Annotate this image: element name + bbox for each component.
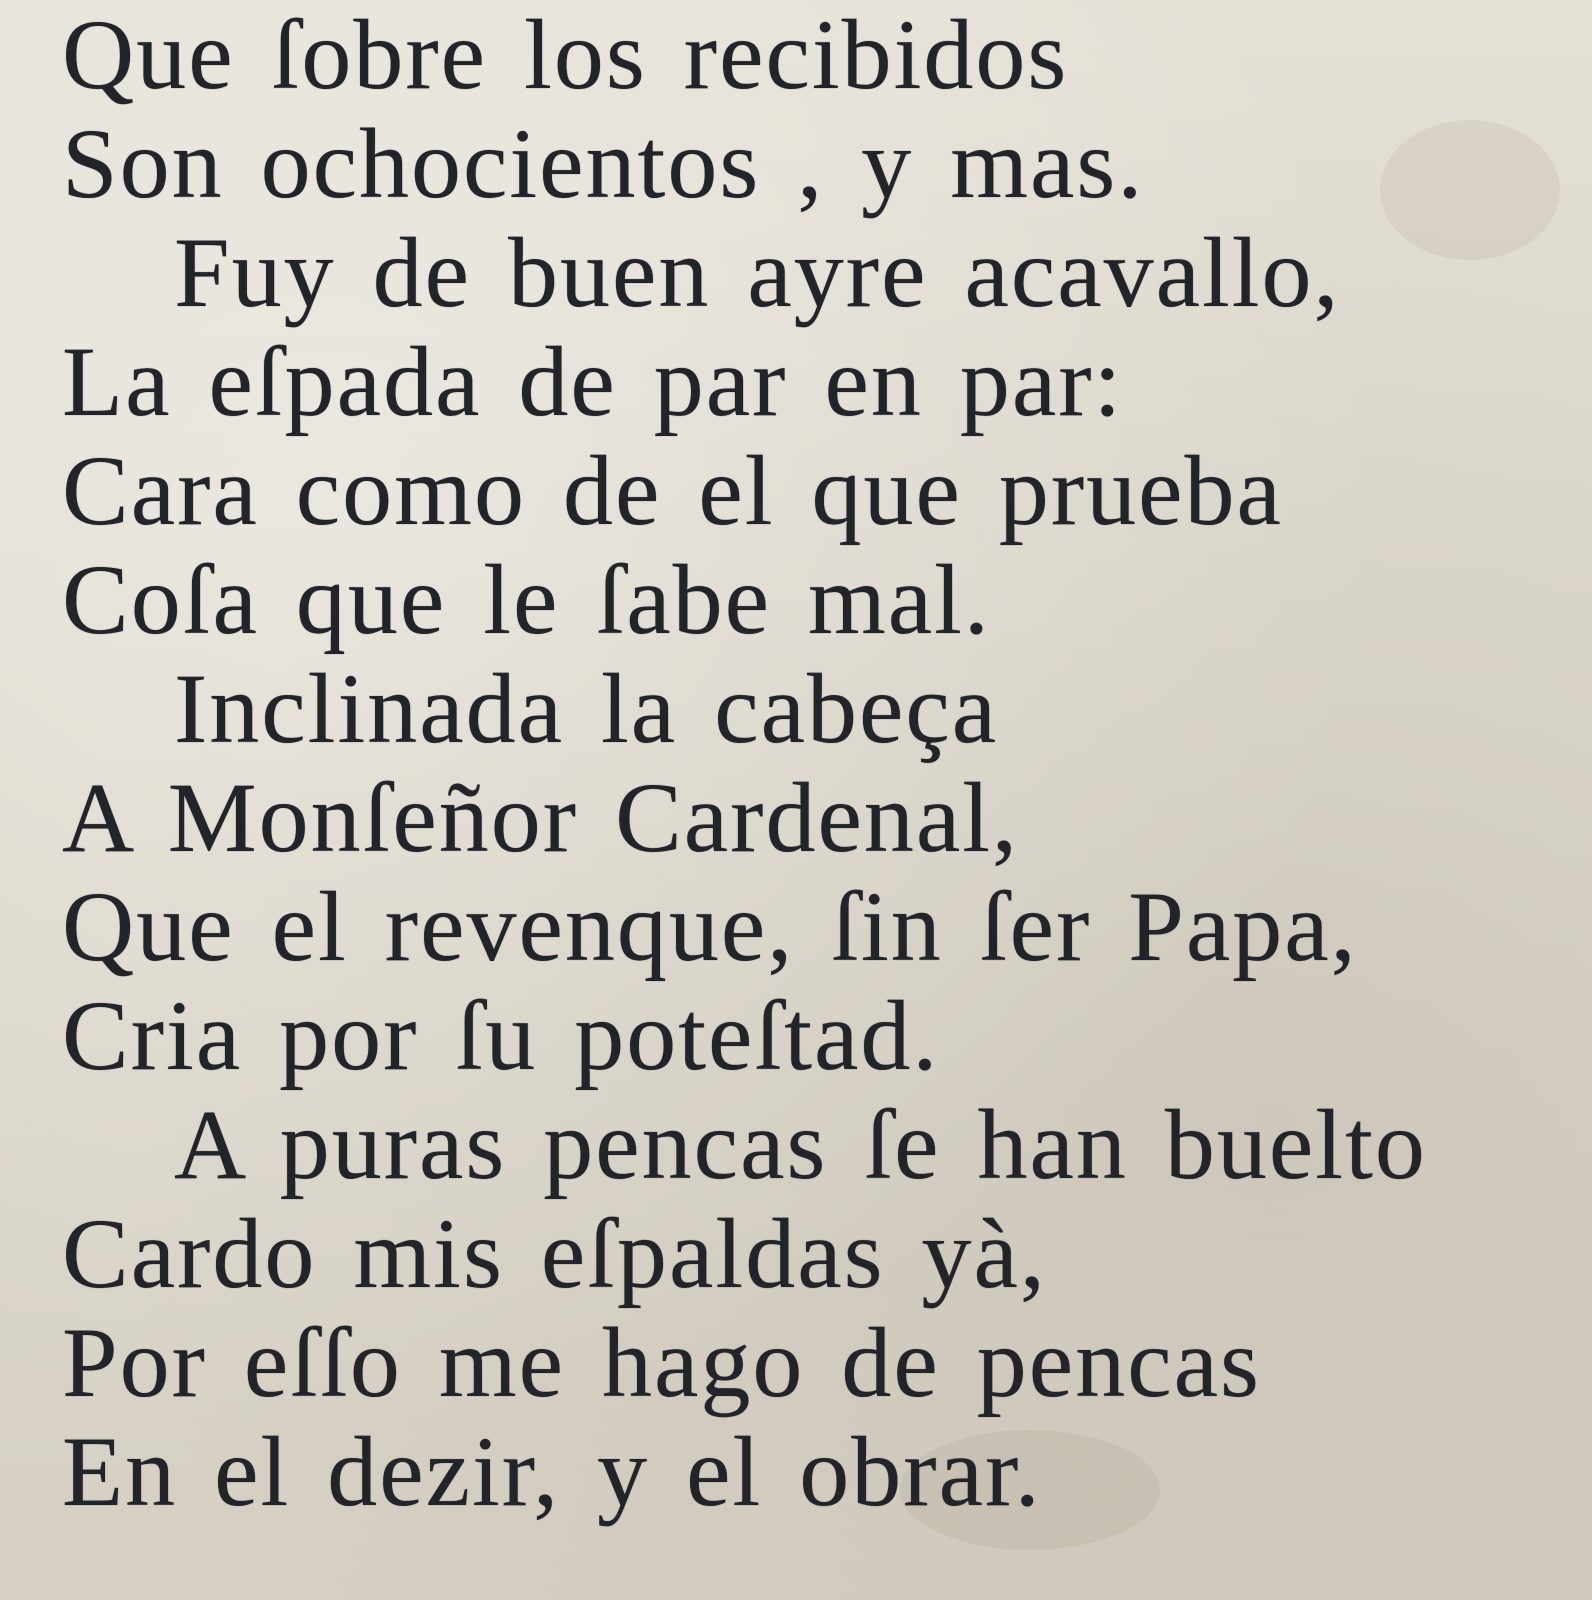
poem-line: Cara como de el que prueba (62, 435, 1283, 546)
poem-line: Que el revenque, ſin ſer Papa, (62, 871, 1358, 982)
poem-line: Inclinada la cabeça (174, 653, 999, 764)
poem-line: A Monſeñor Cardenal, (62, 762, 1020, 873)
poem-line: Cardo mis eſpaldas yà, (62, 1198, 1047, 1309)
poem-line: Que ſobre los recibidos (62, 0, 1069, 110)
poem-line: Por eſſo me hago de pencas (62, 1307, 1261, 1418)
poem-line: A puras pencas ſe han buelto (174, 1089, 1427, 1200)
poem-line: En el dezir, y el obrar. (62, 1416, 1042, 1527)
poem-line: Son ochocientos , y mas. (62, 108, 1145, 219)
poem-text (62, 0, 1562, 1526)
poem-line: La eſpada de par en par: (62, 326, 1124, 437)
poem-line: Fuy de buen ayre acavallo, (174, 217, 1341, 328)
poem-line: Coſa que le ſabe mal. (62, 544, 991, 655)
poem-line: Cria por ſu poteſtad. (62, 980, 940, 1091)
